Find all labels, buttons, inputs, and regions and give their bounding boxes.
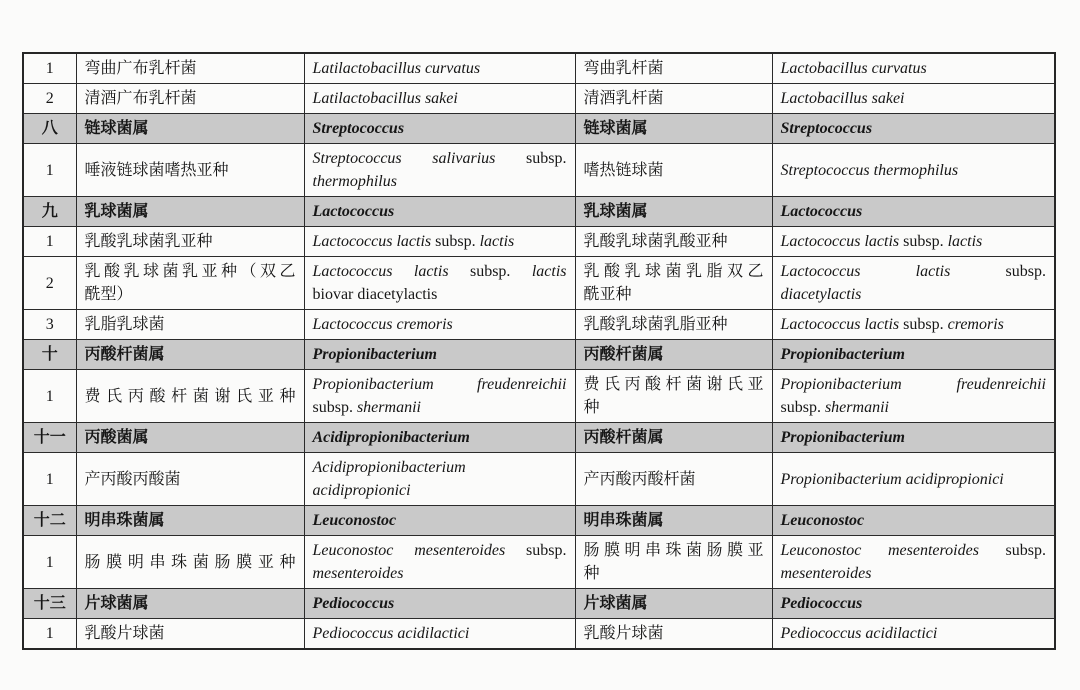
cell-text-line: 唾液链球菌嗜热亚种 [84, 161, 229, 179]
cell-text-line: 清酒乳杆菌 [583, 90, 664, 107]
species-row [23, 227, 1055, 257]
cell-text-line: Lactobacillus sakei [780, 90, 905, 107]
cell-text-line: 片球菌属 [84, 595, 149, 612]
col-index: 1 [23, 144, 76, 197]
cell-text-line: 费氏丙酸杆菌谢氏亚 [583, 376, 764, 393]
col-chinese-name-alt [575, 340, 772, 370]
col-latin-name [304, 310, 575, 340]
col-latin-name-alt [772, 619, 1055, 650]
cell-text-line: Lactococcus lactis subsp. cremoris [780, 316, 1004, 333]
cell-text-line: Streptococcus [312, 120, 405, 137]
cell-text-line: 费氏丙酸杆菌谢氏亚种 [84, 387, 296, 405]
col-index: 1 [23, 619, 76, 650]
species-row [23, 84, 1055, 114]
col-index: 八 [23, 114, 76, 144]
col-latin-name-alt [772, 227, 1055, 257]
cell-text-line: Pediococcus [780, 595, 863, 612]
genus-section-row [23, 114, 1055, 144]
cell-text-line: 种 [583, 399, 600, 416]
col-chinese-name-alt [575, 197, 772, 227]
cell-text-line: Streptococcus salivarius subsp. [312, 150, 567, 167]
cell-text-line: 丙酸杆菌属 [84, 346, 165, 363]
col-latin-name-alt [772, 257, 1055, 310]
cell-text-line: Leuconostoc [312, 512, 397, 529]
col-chinese-name [76, 589, 304, 619]
cell-text-line: Leuconostoc [780, 512, 865, 529]
col-index: 1 [23, 53, 76, 84]
cell-text-line: diacetylactis [780, 286, 862, 303]
cell-text-line: subsp. shermanii [780, 399, 889, 416]
genus-section-row [23, 506, 1055, 536]
cell-text-line: biovar diacetylactis [312, 286, 438, 303]
col-latin-name [304, 53, 575, 84]
col-chinese-name [76, 257, 304, 310]
cell-text-line: Lactococcus lactis subsp. lactis [312, 263, 567, 280]
bacteria-nomenclature-table [22, 52, 1056, 650]
species-row [23, 619, 1055, 650]
col-latin-name [304, 114, 575, 144]
col-chinese-name-alt [575, 453, 772, 506]
col-chinese-name-alt [575, 84, 772, 114]
cell-text-line: mesenteroides [780, 565, 872, 582]
cell-text-line: 乳酸乳球菌乳脂双乙 [583, 263, 764, 280]
col-index: 十二 [23, 506, 76, 536]
cell-text-line: Lactococcus lactis subsp. lactis [780, 233, 983, 250]
col-index: 九 [23, 197, 76, 227]
cell-text-line: acidipropionici [312, 482, 411, 499]
col-chinese-name-alt [575, 257, 772, 310]
col-index: 2 [23, 257, 76, 310]
col-chinese-name [76, 453, 304, 506]
col-chinese-name [76, 197, 304, 227]
col-chinese-name-alt [575, 144, 772, 197]
col-chinese-name [76, 227, 304, 257]
col-latin-name [304, 257, 575, 310]
cell-text-line: 片球菌属 [583, 595, 648, 612]
col-chinese-name [76, 84, 304, 114]
cell-text-line: 乳球菌属 [583, 203, 648, 220]
col-chinese-name [76, 536, 304, 589]
cell-text-line: 清酒广布乳杆菌 [84, 90, 197, 107]
col-latin-name-alt [772, 84, 1055, 114]
col-latin-name-alt [772, 340, 1055, 370]
cell-text-line: 乳酸乳球菌乳酸亚种 [583, 233, 728, 250]
cell-text-line: 嗜热链球菌 [583, 161, 664, 179]
cell-text-line: 明串珠菌属 [583, 512, 664, 529]
cell-text-line: 明串珠菌属 [84, 512, 165, 529]
col-latin-name [304, 589, 575, 619]
cell-text-line: subsp. shermanii [312, 399, 421, 416]
cell-text-line: Acidipropionibacterium [312, 429, 470, 446]
cell-text-line: Propionibacterium acidipropionici [780, 470, 1004, 488]
col-latin-name [304, 423, 575, 453]
cell-text-line: Propionibacterium [780, 346, 905, 363]
genus-section-row [23, 197, 1055, 227]
cell-text-line: Lactococcus lactis subsp. [780, 263, 1046, 280]
cell-text-line: Streptococcus [780, 120, 873, 137]
col-latin-name-alt [772, 114, 1055, 144]
cell-text-line: Propionibacterium freudenreichii [780, 376, 1046, 393]
col-chinese-name [76, 310, 304, 340]
col-index: 十 [23, 340, 76, 370]
col-index: 1 [23, 370, 76, 423]
col-index: 3 [23, 310, 76, 340]
cell-text-line: 酰亚种 [583, 286, 632, 303]
cell-text-line: Propionibacterium freudenreichii [312, 376, 567, 393]
cell-text-line: 链球菌属 [583, 120, 648, 137]
species-row [23, 310, 1055, 340]
cell-text-line: 乳酸乳球菌乳脂亚种 [583, 316, 728, 333]
col-chinese-name [76, 114, 304, 144]
col-latin-name [304, 340, 575, 370]
cell-text-line: Lactococcus lactis subsp. lactis [312, 233, 515, 250]
cell-text-line: 丙酸杆菌属 [583, 346, 664, 363]
cell-text-line: Leuconostoc mesenteroides subsp. [780, 542, 1047, 559]
col-chinese-name-alt [575, 227, 772, 257]
col-latin-name-alt [772, 53, 1055, 84]
cell-text-line: 产丙酸丙酸杆菌 [583, 470, 696, 488]
cell-text-line: Propionibacterium [780, 429, 905, 446]
col-latin-name [304, 619, 575, 650]
col-chinese-name [76, 144, 304, 197]
cell-text-line: mesenteroides [312, 565, 404, 582]
col-latin-name-alt [772, 536, 1055, 589]
col-index: 十一 [23, 423, 76, 453]
col-chinese-name-alt [575, 310, 772, 340]
col-chinese-name-alt [575, 536, 772, 589]
col-latin-name [304, 506, 575, 536]
cell-text-line: 乳酸乳球菌乳亚种（双乙 [84, 263, 296, 280]
cell-text-line: 乳酸乳球菌乳亚种 [84, 233, 213, 250]
col-chinese-name [76, 423, 304, 453]
col-index: 1 [23, 227, 76, 257]
cell-text-line: 丙酸菌属 [84, 429, 149, 446]
col-chinese-name-alt [575, 114, 772, 144]
cell-text-line: 酰型） [84, 286, 133, 303]
cell-text-line: Streptococcus thermophilus [780, 161, 959, 179]
cell-text-line: 弯曲广布乳杆菌 [84, 60, 197, 77]
genus-section-row [23, 423, 1055, 453]
col-latin-name-alt [772, 589, 1055, 619]
col-chinese-name [76, 506, 304, 536]
genus-section-row [23, 340, 1055, 370]
species-row [23, 536, 1055, 589]
cell-text-line: Pediococcus acidilactici [780, 625, 938, 642]
col-index: 十三 [23, 589, 76, 619]
col-latin-name-alt [772, 370, 1055, 423]
cell-text-line: Pediococcus acidilactici [312, 625, 470, 642]
col-chinese-name [76, 619, 304, 650]
cell-text-line: Lactococcus [780, 203, 863, 220]
cell-text-line: Latilactobacillus curvatus [312, 60, 481, 77]
col-chinese-name-alt [575, 370, 772, 423]
cell-text-line: thermophilus [312, 173, 397, 190]
col-latin-name [304, 227, 575, 257]
col-latin-name-alt [772, 197, 1055, 227]
cell-text-line: 弯曲乳杆菌 [583, 60, 664, 77]
cell-text-line: Latilactobacillus sakei [312, 90, 458, 107]
cell-text-line: 链球菌属 [84, 120, 149, 137]
col-latin-name [304, 197, 575, 227]
cell-text-line: 种 [583, 565, 600, 582]
cell-text-line: 丙酸杆菌属 [583, 429, 664, 446]
cell-text-line: Acidipropionibacterium [312, 459, 466, 476]
col-chinese-name-alt [575, 619, 772, 650]
species-row [23, 370, 1055, 423]
col-latin-name-alt [772, 506, 1055, 536]
col-latin-name [304, 84, 575, 114]
col-index: 1 [23, 453, 76, 506]
cell-text-line: Leuconostoc mesenteroides subsp. [312, 542, 567, 559]
col-latin-name-alt [772, 423, 1055, 453]
col-latin-name [304, 536, 575, 589]
col-chinese-name-alt [575, 506, 772, 536]
col-chinese-name [76, 53, 304, 84]
species-row [23, 257, 1055, 310]
cell-text-line: 乳酸片球菌 [583, 625, 664, 642]
col-chinese-name-alt [575, 423, 772, 453]
species-row [23, 144, 1055, 197]
col-latin-name [304, 453, 575, 506]
cell-text-line: Lactobacillus curvatus [780, 60, 927, 77]
cell-text-line: Propionibacterium [312, 346, 437, 363]
cell-text-line: 乳球菌属 [84, 203, 149, 220]
cell-text-line: 肠膜明串珠菌肠膜亚 [583, 542, 764, 559]
genus-section-row [23, 589, 1055, 619]
cell-text-line: 乳酸片球菌 [84, 625, 165, 642]
cell-text-line: Lactococcus cremoris [312, 316, 453, 333]
col-latin-name-alt [772, 144, 1055, 197]
col-latin-name [304, 370, 575, 423]
cell-text-line: 产丙酸丙酸菌 [84, 470, 181, 488]
col-latin-name-alt [772, 453, 1055, 506]
col-chinese-name-alt [575, 589, 772, 619]
col-chinese-name [76, 370, 304, 423]
species-row [23, 453, 1055, 506]
cell-text-line: Lactococcus [312, 203, 395, 220]
col-chinese-name-alt [575, 53, 772, 84]
cell-text-line: 肠膜明串珠菌肠膜亚种 [84, 553, 296, 571]
cell-text-line: Pediococcus [312, 595, 395, 612]
col-latin-name-alt [772, 310, 1055, 340]
col-index: 2 [23, 84, 76, 114]
col-chinese-name [76, 340, 304, 370]
species-row [23, 53, 1055, 84]
cell-text-line: 乳脂乳球菌 [84, 316, 165, 333]
col-latin-name [304, 144, 575, 197]
col-index: 1 [23, 536, 76, 589]
